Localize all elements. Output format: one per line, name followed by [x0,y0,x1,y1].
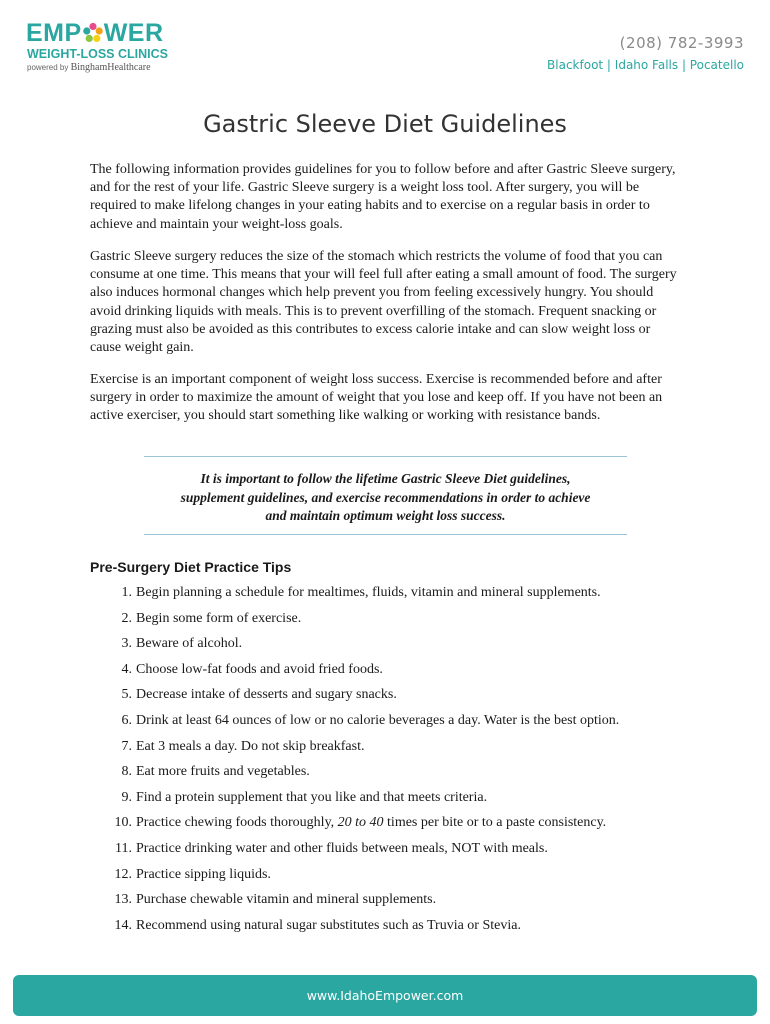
list-item: 9. Find a protein supplement that you like and that meets criteria. [121,789,488,805]
list-item: 10. Practice chewing foods thoroughly, 20 to 40 times per bite or to a paste consistency. [114,815,607,831]
surgery-paragraph: Gastric Sleeve surgery reduces the size of the stomach which restricts the volume of food that you can consume at one time. This means that your will feel full after eating a small amount of food. The surgery also induces hormonal changes which help prevent you from feeling excessively hungry. You should avoid drinking liquids with meals. This is to prevent overfilling of the stomach. Frequent snacking or grazing must also be avoided as this contributes to excess calorie intake and can slow weight loss or cause weight gain. [90,249,677,356]
list-item: 1. Begin planning a schedule for mealtimes, fluids, vitamin and mineral supplements. [121,585,601,600]
list-item: 13. Purchase chewable vitamin and mineral supplements. [114,892,437,908]
footer-banner [13,975,757,1016]
list-item: 2. Begin some form of exercise. [121,610,302,626]
callout-line-1: It is important to follow the lifetime Gastric Sleeve Diet guidelines, [200,471,571,486]
exercise-paragraph: Exercise is an important component of weight loss success. Exercise is recommended before and after surgery in order to maximize the amount of weight that you lose and keep off. If you have not been an active exerciser, you should start something like walking or working with resistance bands. [90,372,663,424]
list-item: 5. Decrease intake of desserts and sugary snacks. [121,687,397,703]
tips-list [90,584,710,942]
list-item: 4. Choose low-fat foods and avoid fried foods. [121,661,383,677]
list-item: 12. Practice sipping liquids. [114,866,271,882]
callout-top-rule [144,456,627,457]
list-item: 3. Beware of alcohol. [121,636,243,652]
contact-block [547,34,744,73]
company-logo [26,20,166,74]
list-item: 7. Eat 3 meals a day. Do not skip breakfast. [121,738,365,754]
bingham-brand: BinghamHealthcare [70,62,151,73]
logo-subtitle: WEIGHT-LOSS CLINICS [27,47,168,61]
logo-powered-by: powered by BinghamHealthcare [27,62,151,73]
list-item: 8. Eat more fruits and vegetables. [121,764,310,780]
page-title: Gastric Sleeve Diet Guidelines [203,110,567,138]
callout-line-3: and maintain optimum weight loss success. [265,508,506,524]
list-item: 11. Practice drinking water and other fluids between meals, NOT with meals. [115,840,548,856]
callout-note [144,470,627,526]
section-heading: Pre-Surgery Diet Practice Tips [90,559,292,575]
list-item: 14. Recommend using natural sugar substitutes such as Truvia or Stevia. [114,917,521,933]
logo-wordmark: EMP WER [26,19,164,47]
list-item: 6. Drink at least 64 ounces of low or no calorie beverages a day. Water is the best option. [121,712,620,728]
flower-logo-icon [82,22,104,44]
clinic-locations: Blackfoot | Idaho Falls | Pocatello [547,58,744,72]
phone-number[interactable]: (208) 782-3993 [619,34,744,52]
callout-line-2: supplement guidelines, and exercise recommendations in order to achieve [180,489,591,505]
intro-paragraph: The following information provides guidelines for you to follow before and after Gastric Sleeve surgery, and for the rest of your life. Gastric Sleeve surgery is a weight loss tool. After surgery, you will be required to make lifelong changes in your eating habits and to exercise on a regular basis in order to achieve and maintain your weight-loss goals. [90,162,676,232]
callout-bottom-rule [144,534,627,535]
website-link[interactable]: www.IdahoEmpower.com [306,988,464,1003]
